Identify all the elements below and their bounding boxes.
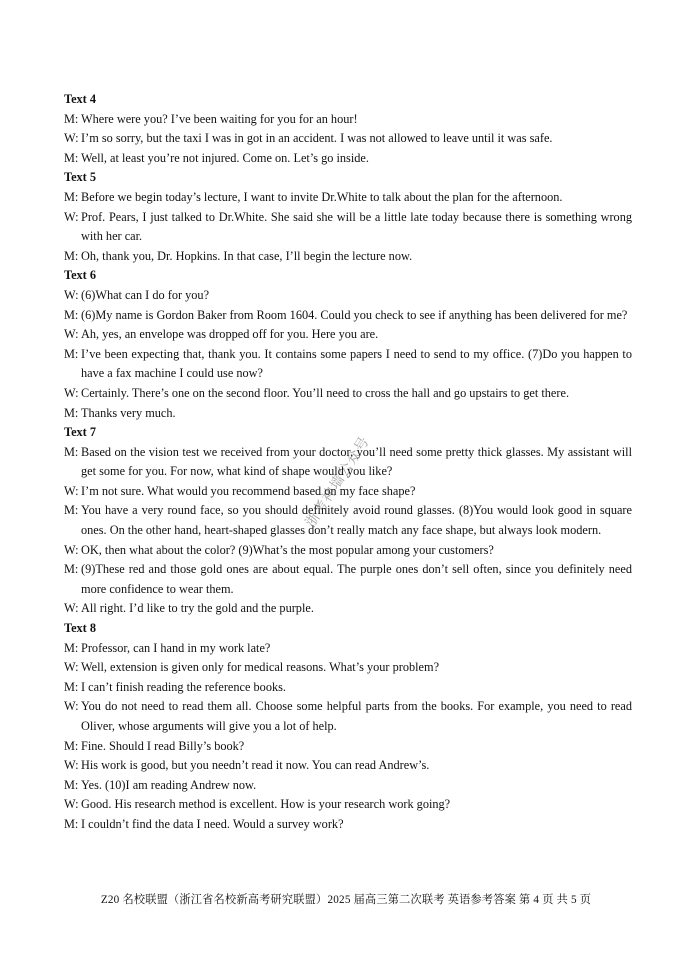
dialogue-line xyxy=(64,149,632,169)
speaker-label: M: xyxy=(64,503,79,518)
speaker-label: M: xyxy=(64,111,79,126)
dialogue-text: I’m not sure. What would you recommend based on my face shape? xyxy=(81,483,416,498)
dialogue-line xyxy=(64,599,632,619)
dialogue-line xyxy=(64,678,632,698)
section-heading: Text 8 xyxy=(64,621,96,636)
dialogue-text: Before we begin today’s lecture, I want to invite Dr.White to talk about the plan for the afternoon. xyxy=(81,189,563,204)
dialogue-text: I couldn’t find the data I need. Would a survey work? xyxy=(81,816,344,831)
dialogue-text: Prof. Pears, I just talked to Dr.White. She said she will be a little late today because there is something wrong with her car. xyxy=(81,209,632,244)
dialogue-line xyxy=(64,737,632,757)
dialogue-text: (9)These red and those gold ones are about equal. The purple ones don’t sell often, since you definitely need more confidence to wear them. xyxy=(81,562,632,596)
dialogue-line xyxy=(64,639,632,659)
dialogue-line xyxy=(64,384,632,404)
dialogue-line xyxy=(64,345,632,384)
section-heading: Text 7 xyxy=(64,425,96,440)
speaker-label: M: xyxy=(64,679,79,694)
dialogue-line xyxy=(64,815,632,835)
dialogue-line xyxy=(64,110,632,130)
page-footer: Z20 名校联盟（浙江省名校新高考研究联盟）2025 届高三第二次联考 英语参考答案 第 4 页 共 5 页 xyxy=(100,894,592,906)
dialogue-line xyxy=(64,247,632,267)
dialogue-line xyxy=(64,306,632,326)
speaker-label: M: xyxy=(64,816,79,831)
dialogue-line xyxy=(64,658,632,678)
speaker-label: W: xyxy=(64,385,79,400)
dialogue-line xyxy=(64,501,632,540)
dialogue-line xyxy=(64,208,632,247)
dialogue-line xyxy=(64,129,632,149)
dialogue-text: I’m so sorry, but the taxi I was in got in an accident. I was not allowed to leave until it was safe. xyxy=(81,131,553,146)
dialogue-line xyxy=(64,697,632,736)
dialogue-text: Certainly. There’s one on the second floor. You’ll need to cross the hall and go upstairs to get there. xyxy=(81,385,570,400)
speaker-label: W: xyxy=(64,209,79,224)
speaker-label: W: xyxy=(64,542,79,557)
dialogue-text: Well, at least you’re not injured. Come on. Let’s go inside. xyxy=(81,150,369,165)
speaker-label: M: xyxy=(64,248,79,263)
dialogue-line xyxy=(64,404,632,424)
speaker-label: M: xyxy=(64,150,79,165)
speaker-label: W: xyxy=(64,287,79,302)
speaker-label: M: xyxy=(64,307,79,322)
dialogue-line xyxy=(64,325,632,345)
dialogue-text: Based on the vision test we received from your doctor, you’ll need some pretty thick glasses. My assistant will get some for you. For now, what kind of shape would you like? xyxy=(81,444,632,479)
dialogue-text: Where were you? I’ve been waiting for you for an hour! xyxy=(81,111,358,126)
section-heading: Text 6 xyxy=(64,268,96,283)
dialogue-line xyxy=(64,776,632,796)
speaker-label: W: xyxy=(64,699,79,714)
dialogue-line xyxy=(64,541,632,561)
dialogue-line xyxy=(64,286,632,306)
speaker-label: M: xyxy=(64,640,79,655)
watermark: 浙考神墙公众号 xyxy=(302,433,374,531)
speaker-label: W: xyxy=(64,483,79,498)
dialogue-text: All right. I’d like to try the gold and the purple. xyxy=(81,601,314,616)
dialogue-text: (6)My name is Gordon Baker from Room 1604. Could you check to see if anything has been delivered for me? xyxy=(81,307,628,322)
speaker-label: W: xyxy=(64,758,79,773)
dialogue-line xyxy=(64,560,632,599)
dialogue-text: You have a very round face, so you should definitely avoid round glasses. (8)You would look good in square ones. On the other hand, heart-shaped glasses don’t really match any face shape, but always look modern. xyxy=(81,503,632,538)
dialogue-text: Fine. Should I read Billy’s book? xyxy=(81,738,245,753)
dialogue-text: You do not need to read them all. Choose some helpful parts from the books. For example, you need to read Oliver, whose arguments will give you a lot of help. xyxy=(81,699,632,733)
speaker-label: M: xyxy=(64,777,79,792)
section-heading: Text 4 xyxy=(64,92,96,106)
dialogue-text: (6)What can I do for you? xyxy=(81,287,210,302)
dialogue-text: Oh, thank you, Dr. Hopkins. In that case, I’ll begin the lecture now. xyxy=(81,248,413,263)
speaker-label: M: xyxy=(64,189,79,204)
dialogue-line xyxy=(64,795,632,815)
dialogue-text: Thanks very much. xyxy=(81,405,176,420)
dialogue-text: Well, extension is given only for medical reasons. What’s your problem? xyxy=(81,660,440,675)
dialogue-line xyxy=(64,482,632,502)
dialogue-text: Yes. (10)I am reading Andrew now. xyxy=(81,777,257,792)
speaker-label: M: xyxy=(64,738,79,753)
speaker-label: M: xyxy=(64,444,79,459)
speaker-label: W: xyxy=(64,131,79,146)
section-heading: Text 5 xyxy=(64,170,96,185)
dialogue-text: Ah, yes, an envelope was dropped off for you. Here you are. xyxy=(81,327,379,342)
dialogue-line xyxy=(64,188,632,208)
dialogue-line xyxy=(64,756,632,776)
speaker-label: W: xyxy=(64,797,79,812)
speaker-label: W: xyxy=(64,660,79,675)
dialogue-text: I’ve been expecting that, thank you. It contains some papers I need to send to my office. (7)Do you happen to have a fax machine I could use now? xyxy=(81,346,632,381)
dialogue-text: OK, then what about the color? (9)What’s the most popular among your customers? xyxy=(81,542,494,557)
dialogue-text: Professor, can I hand in my work late? xyxy=(81,640,271,655)
dialogue-text: I can’t finish reading the reference books. xyxy=(81,679,286,694)
speaker-label: M: xyxy=(64,346,79,361)
dialogue-text: His work is good, but you needn’t read it now. You can read Andrew’s. xyxy=(81,758,430,773)
dialogue-text: Good. His research method is excellent. How is your research work going? xyxy=(81,797,451,812)
speaker-label: M: xyxy=(64,405,79,420)
speaker-label: W: xyxy=(64,327,79,342)
speaker-label: W: xyxy=(64,601,79,616)
speaker-label: M: xyxy=(64,562,79,577)
